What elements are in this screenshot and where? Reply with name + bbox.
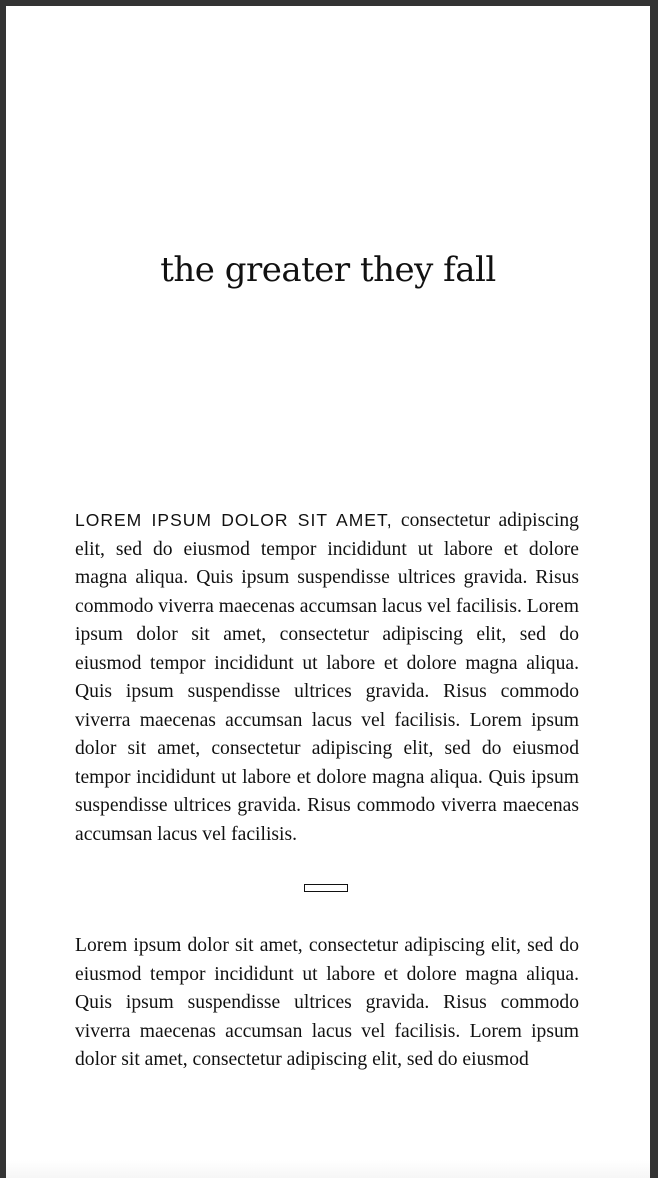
- body-paragraph-2: [75, 932, 579, 1074]
- body-paragraph-1: [75, 506, 579, 849]
- section-divider: [304, 884, 348, 892]
- paragraph-lead-in: LOREM IPSUM DOLOR SIT AMET,: [75, 510, 393, 530]
- paragraph-2-text: Lorem ipsum dolor sit amet, consectetur adipiscing elit, sed do eiusmod tempor incididunt ut labore et dolore magna aliqua. Quis ipsum suspendisse ultrices gravida. Risus commodo viverra maecenas accumsan lacus vel facilisis. Lorem ipsum dolor sit amet, consectetur adipiscing elit, sed do eiusmod: [75, 935, 579, 1070]
- document-page[interactable]: [6, 6, 650, 1178]
- page-title: the greater they fall: [160, 250, 496, 290]
- page-bottom-edge: [6, 1160, 650, 1178]
- paragraph-1-text: consectetur adipiscing elit, sed do eiusmod tempor incididunt ut labore et dolore magna aliqua. Quis ipsum suspendisse ultrices gravida. Risus commodo viverra maecenas accumsan lacus vel facilisis. Lorem ipsum dolor sit amet, consectetur adipiscing elit, sed do eiusmod tempor incididunt ut labore et dolore magna aliqua. Quis ipsum suspendisse ultrices gravida. Risus commodo viverra maecenas accumsan lacus vel facilisis. Lorem ipsum dolor sit amet, consectetur adipiscing elit, sed do eiusmod tempor incididunt ut labore et dolore magna aliqua. Quis ipsum suspendisse ultrices gravida. Risus commodo viverra maecenas accumsan lacus vel facilisis.: [75, 510, 579, 845]
